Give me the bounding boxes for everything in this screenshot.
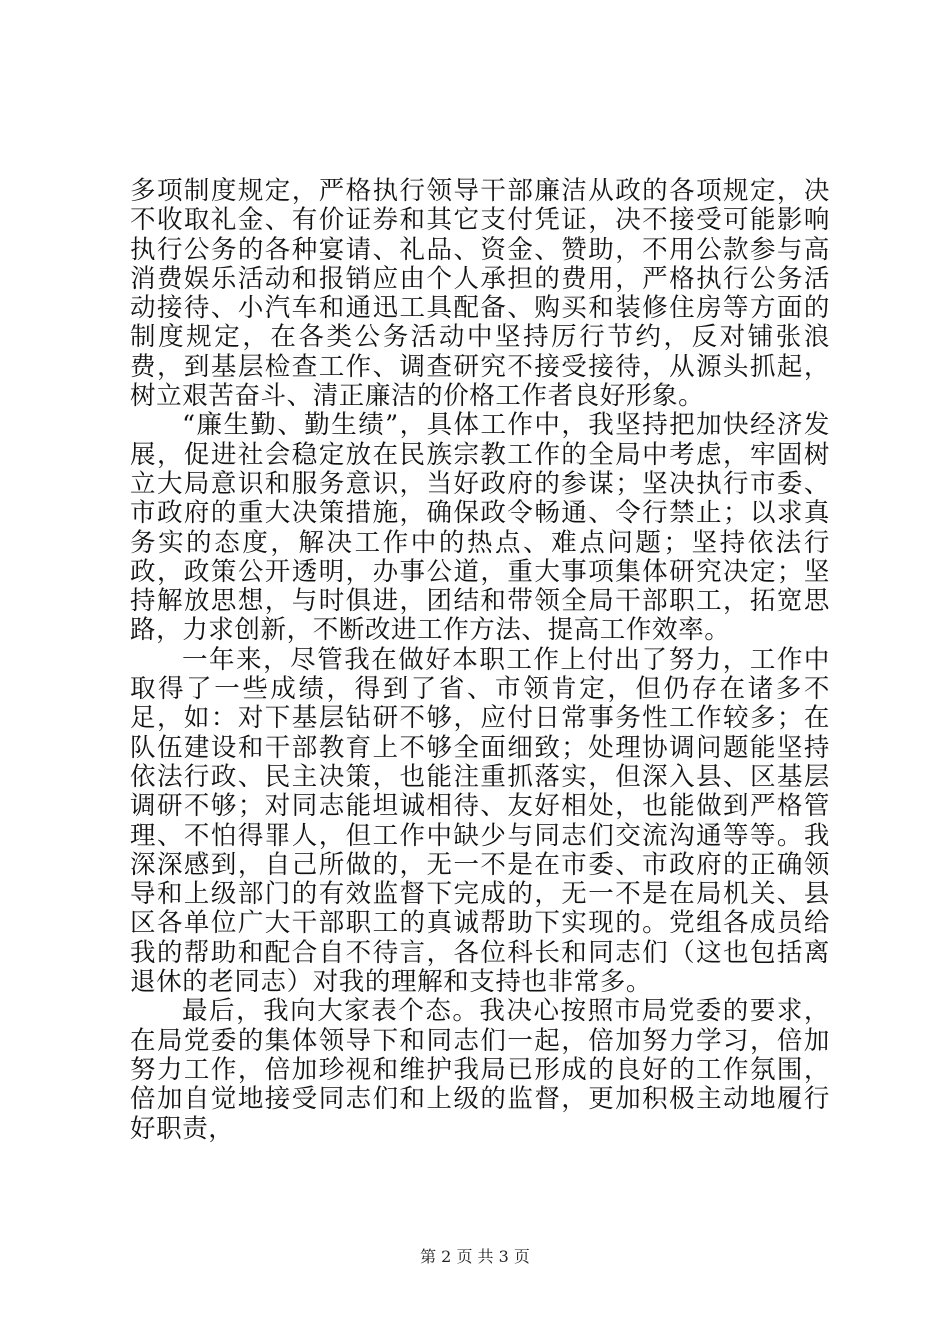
document-body — [130, 177, 830, 1144]
paragraph-4: 最后，我向大家表个态。我决心按照市局党委的要求，在局党委的集体领导下和同志们一起，倍加努力学习，倍加努力工作，倍加珍视和维护我局已形成的良好的工作氛围，倍加自觉地接受同志们和上级的监督，更加积极主动地履行好职责， — [130, 996, 830, 1144]
page-number-footer: 第 2 页 共 3 页 — [420, 1247, 530, 1266]
paragraph-3: 一年来，尽管我在做好本职工作上付出了努力，工作中取得了一些成绩，得到了省、市领肯定，但仍存在诸多不足，如：对下基层钻研不够，应付日常事务性工作较多；在队伍建设和干部教育上不够全面细致；处理协调问题能坚持依法行政、民主决策，也能注重抓落实，但深入县、区基层调研不够；对同志能坦诚相待、友好相处，也能做到严格管理、不怕得罪人，但工作中缺少与同志们交流沟通等等。我深深感到，自己所做的，无一不是在市委、市政府的正确领导和上级部门的有效监督下完成的，无一不是在局机关、县区各单位广大干部职工的真诚帮助下实现的。党组各成员给我的帮助和配合自不待言，各位科长和同志们（这也包括离退休的老同志）对我的理解和支持也非常多。 — [130, 644, 830, 998]
paragraph-2: “廉生勤、勤生绩”，具体工作中，我坚持把加快经济发展，促进社会稳定放在民族宗教工作的全局中考虑，牢固树立大局意识和服务意识，当好政府的参谋；坚决执行市委、市政府的重大决策措施，确保政令畅通、令行禁止；以求真务实的态度，解决工作中的热点、难点问题；坚持依法行政，政策公开透明，办事公道，重大事项集体研究决定；坚持解放思想，与时俱进，团结和带领全局干部职工，拓宽思路，力求创新，不断改进工作方法、提高工作效率。 — [130, 410, 830, 646]
paragraph-1: 多项制度规定，严格执行领导干部廉洁从政的各项规定，决不收取礼金、有价证券和其它支付凭证，决不接受可能影响执行公务的各种宴请、礼品、资金、赞助，不用公款参与高消费娱乐活动和报销应由个人承担的费用，严格执行公务活动接待、小汽车和通迅工具配备、购买和装修住房等方面的制度规定，在各类公务活动中坚持厉行节约，反对铺张浪费，到基层检查工作、调查研究不接受接待，从源头抓起，树立艰苦奋斗、清正廉洁的价格工作者良好形象。 — [130, 176, 830, 412]
